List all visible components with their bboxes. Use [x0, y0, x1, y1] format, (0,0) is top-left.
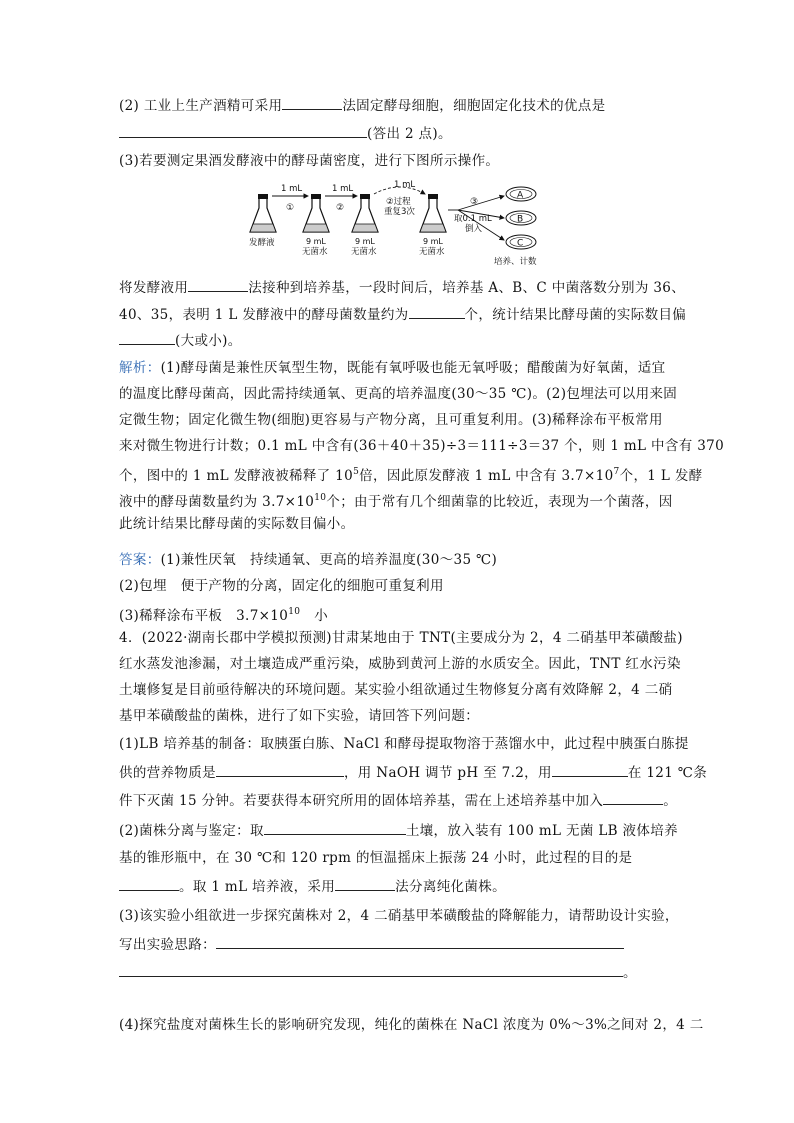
svg-text:9 mL: 9 mL [306, 237, 326, 246]
analysis-line-7: 此统计结果比酵母菌的实际数目偏小。 [119, 516, 355, 532]
plate-a [506, 187, 536, 201]
answer-line-3: (3)稀释涂布平板 $3.7\times 10^{10}$ 小 [119, 607, 329, 624]
analysis-label: 解析： [119, 360, 161, 376]
answer-blank[interactable] [119, 962, 623, 977]
flask-dilution-final [420, 194, 446, 232]
answer-blank[interactable] [264, 820, 406, 835]
flask-fermentation-liquid [250, 194, 276, 232]
q4-stem-4: 基甲苯磺酸盐的菌株，进行了如下实验，请回答下列问题： [119, 708, 480, 724]
q4-part1-line-2: 供的营养物质是 ，用 NaOH 调节 pH 至 7.2，用 在 121 ℃条 [119, 762, 707, 783]
step-2-repeat-b: 重复3次 [384, 207, 415, 217]
answer-line-1: 答案：(1)兼性厌氧 持续通氧、更高的培养温度(30～35 ℃) [119, 552, 498, 568]
svg-text:无菌水: 无菌水 [419, 247, 445, 257]
svg-text:C: C [517, 238, 524, 249]
flask-label-fermentation: 发酵液 [249, 238, 275, 248]
answer-blank[interactable] [119, 123, 367, 138]
answer-blank[interactable] [282, 95, 342, 110]
dilution-diagram [248, 180, 548, 268]
q3-line-3: (大或小)。 [119, 330, 242, 351]
q3-intro: (3)若要测定果酒发酵液中的酵母菌密度，进行下图所示操作。 [119, 153, 500, 169]
answer-blank[interactable] [119, 876, 179, 891]
step-2: ② [336, 203, 345, 213]
step-2-repeat-a: ②过程 [386, 197, 411, 207]
q4-stem-2: 红水蒸发池渗漏，对土壤造成严重污染，威胁到黄河上游的水质安全。因此，TNT 红水污染 [119, 656, 681, 672]
q4-part2-line-1: (2)菌株分离与鉴定：取 土壤，放入装有 100 mL 无菌 LB 液体培养 [119, 820, 678, 841]
flask-dilution-2 [352, 194, 378, 232]
q3-line-1: 将发酵液用 法接种到培养基，一段时间后，培养基 A、B、C 中菌落数分别为 36、 [119, 277, 685, 298]
q4-part2-line-2: 基的锥形瓶中，在 30 ℃和 120 rpm 的恒温摇床上振荡 24 小时，此过程的目的是 [119, 850, 633, 866]
analysis-line-1: 解析：(1)酵母菌是兼性厌氧型生物，既能有氧呼吸也能无氧呼吸；醋酸菌为好氧菌，适宜 [119, 360, 666, 376]
label-1ml-a: 1 mL [281, 184, 303, 194]
answer-blank[interactable] [216, 934, 624, 949]
take-sample-a: 取0.1 mL [454, 214, 492, 224]
answer-blank[interactable] [603, 790, 663, 805]
answer-blank[interactable] [119, 330, 175, 345]
q4-part2-line-3: 。取 1 mL 培养液，采用 法分离纯化菌株。 [119, 876, 506, 897]
analysis-line-3: 定微生物；固定化微生物(细胞)更容易与产物分离，且可重复利用。(3)稀释涂布平板常用 [119, 412, 663, 428]
q4-stem-3: 土壤修复是目前亟待解决的环境问题。某实验小组欲通过生物修复分离有效降解 2，4 二硝 [119, 682, 673, 698]
plate-b [506, 211, 536, 225]
answer-blank[interactable] [216, 762, 344, 777]
answer-line-2: (2)包埋 便于产物的分离，固定化的细胞可重复利用 [119, 578, 444, 594]
q4-part3-line-1: (3)该实验小组欲进一步探究菌株对 2，4 二硝基甲苯磺酸盐的降解能力，请帮助设计实验， [119, 908, 679, 924]
answer-blank[interactable] [335, 876, 395, 891]
analysis-line-5: 个，图中的 1 mL 发酵液被稀释了 $10^5$倍，因此原发酵液 1 mL 中含有 $3.7\times 10^7$个，1 L 发酵 [119, 467, 703, 484]
analysis-line-6: 液中的酵母菌数量约为 $3.7\times 10^{10}$个；由于常有几个细菌靠的比较近，表现为一个菌落，因 [119, 493, 673, 510]
q4-part4-line-1: (4)探究盐度对菌株生长的影响研究发现，纯化的菌株在 NaCl 浓度为 0%～3%之间对 2，4 二 [119, 1017, 704, 1033]
take-sample-b: 倒入 [465, 224, 483, 234]
q4-part3-line-3: 。 [119, 962, 637, 983]
q4-part1-line-1: (1)LB 培养基的制备：取胰蛋白胨、NaCl 和酵母提取物溶于蒸馏水中，此过程中胰蛋白胨提 [119, 736, 689, 752]
svg-text:A: A [517, 190, 524, 201]
analysis-line-2: 的温度比酵母菌高，因此需持续通氧、更高的培养温度(30～35 ℃)。(2)包埋法可以用来固 [119, 386, 678, 402]
answer-blank[interactable] [188, 277, 248, 292]
q4-part3-line-2: 写出实验思路： [119, 934, 624, 955]
svg-text:无菌水: 无菌水 [351, 247, 377, 257]
flask-dilution-1 [303, 194, 329, 232]
answer-blank[interactable] [409, 304, 465, 319]
answer-blank[interactable] [552, 762, 628, 777]
svg-text:无菌水: 无菌水 [302, 247, 328, 257]
plate-c [506, 235, 536, 249]
answer-label: 答案： [119, 552, 161, 568]
q3-line-2: 40、35，表明 1 L 发酵液中的酵母菌数量约为 个，统计结果比酵母菌的实际数目偏 [119, 304, 686, 325]
culture-count-label: 培养、计数 [494, 257, 537, 267]
label-1ml-b: 1 mL [332, 184, 354, 194]
step-3: ③ [470, 197, 479, 207]
svg-text:9 mL: 9 mL [355, 237, 375, 246]
q2-line-2: (答出 2 点)。 [119, 123, 452, 144]
svg-text:B: B [517, 214, 524, 225]
step-1: ① [286, 203, 295, 213]
q4-part1-line-3: 件下灭菌 15 分钟。若要获得本研究所用的固体培养基，需在上述培养基中加入 。 [119, 790, 677, 811]
q2-line-1: (2) 工业上生产酒精可采用 法固定酵母细胞，细胞固定化技术的优点是 [119, 95, 605, 116]
label-1ml-c: 1 mL [394, 180, 416, 190]
q4-stem-1: 4．(2022·湖南长郡中学模拟预测)甘肃某地由于 TNT(主要成分为 2，4 二硝基甲苯磺酸盐) [119, 630, 683, 646]
svg-text:9 mL: 9 mL [423, 237, 443, 246]
analysis-line-4: 来对微生物进行计数；0.1 mL 中含有(36＋40＋35)÷3＝111÷3＝37 个，则 1 mL 中含有 370 [119, 438, 725, 454]
